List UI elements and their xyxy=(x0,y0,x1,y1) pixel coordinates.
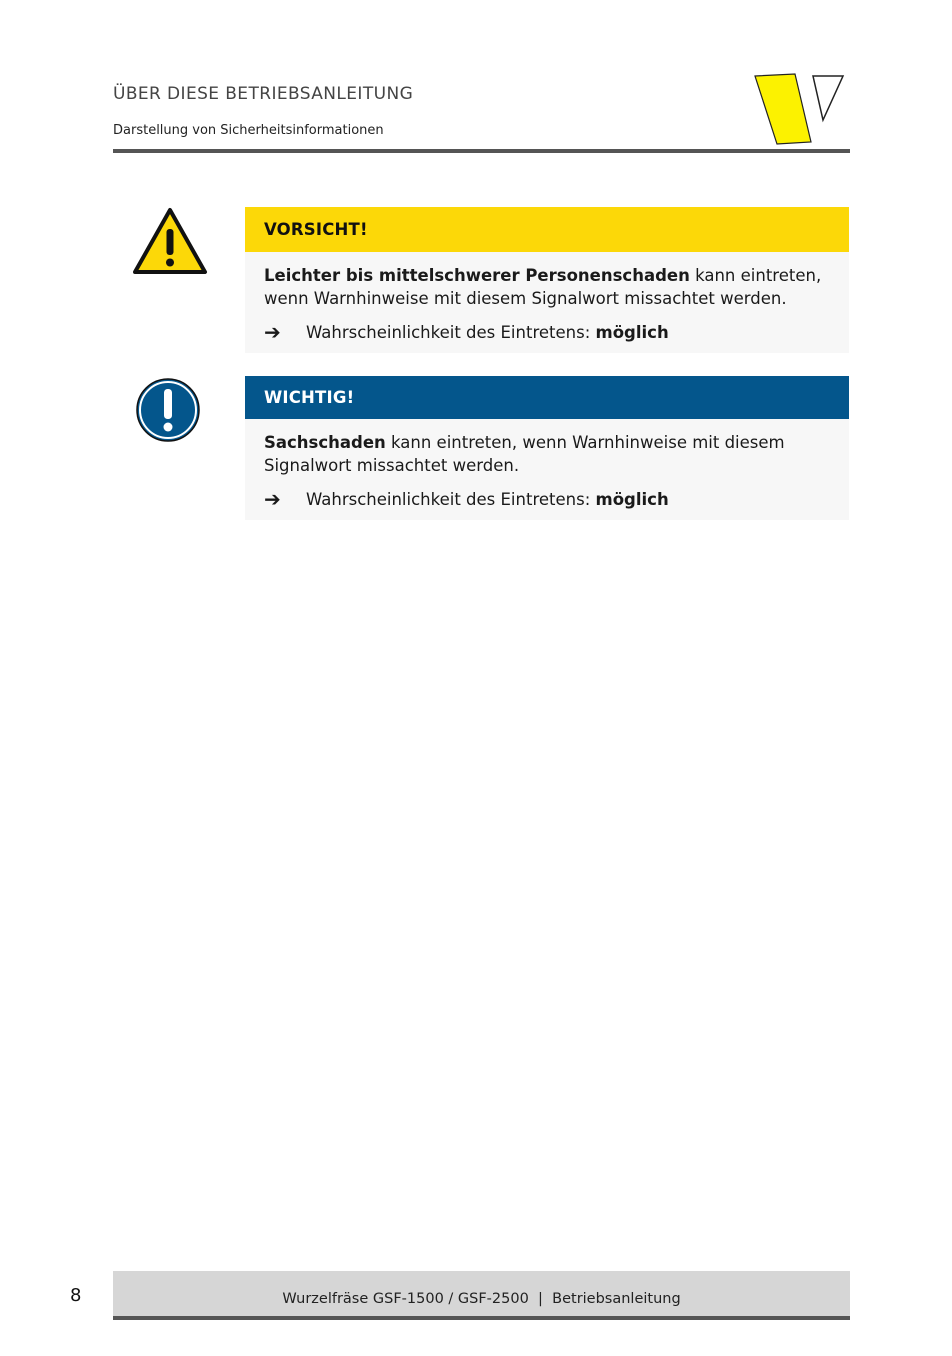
notice-text-bold: Sachschaden xyxy=(264,433,386,452)
warning-triangle-icon xyxy=(132,207,208,275)
page-header xyxy=(113,60,850,156)
footer-rule xyxy=(113,1316,850,1320)
notice-text xyxy=(264,264,830,310)
header-title: ÜBER DIESE BETRIEBSANLEITUNG xyxy=(113,84,414,104)
signal-word-important: WICHTIG! xyxy=(245,376,849,419)
likelihood-item xyxy=(264,488,830,511)
likelihood-value: möglich xyxy=(595,490,669,509)
notice-body xyxy=(245,252,849,353)
notice-text-rest: kann eintreten, wenn Warnhinweise mit diesem Signalwort missachtet werden. xyxy=(264,266,822,308)
page-number: 8 xyxy=(70,1285,82,1306)
likelihood-label: Wahrscheinlichkeit des Eintretens: xyxy=(306,323,591,342)
footer-bar xyxy=(113,1271,850,1316)
notice-text-rest: kann eintreten, wenn Warnhinweise mit diesem Signalwort missachtet werden. xyxy=(264,433,785,475)
notice-text xyxy=(264,431,830,477)
footer-text: Wurzelfräse GSF-1500 / GSF-2500 | Betriebsanleitung xyxy=(282,1291,681,1307)
mandatory-info-icon xyxy=(135,377,201,443)
v-logo-icon xyxy=(751,66,849,146)
arrow-right-icon: ➔ xyxy=(264,320,281,344)
header-subtitle: Darstellung von Sicherheitsinformationen xyxy=(113,123,384,138)
notice-caution xyxy=(245,207,849,353)
likelihood-label: Wahrscheinlichkeit des Eintretens: xyxy=(306,490,591,509)
likelihood-value: möglich xyxy=(595,323,669,342)
header-rule xyxy=(113,149,850,153)
likelihood-item xyxy=(264,321,830,344)
notice-important xyxy=(245,376,849,520)
arrow-right-icon: ➔ xyxy=(264,487,281,511)
notice-text-bold: Leichter bis mittelschwerer Personenschaden xyxy=(264,266,690,285)
signal-word-caution: VORSICHT! xyxy=(245,207,849,252)
notice-body xyxy=(245,419,849,520)
